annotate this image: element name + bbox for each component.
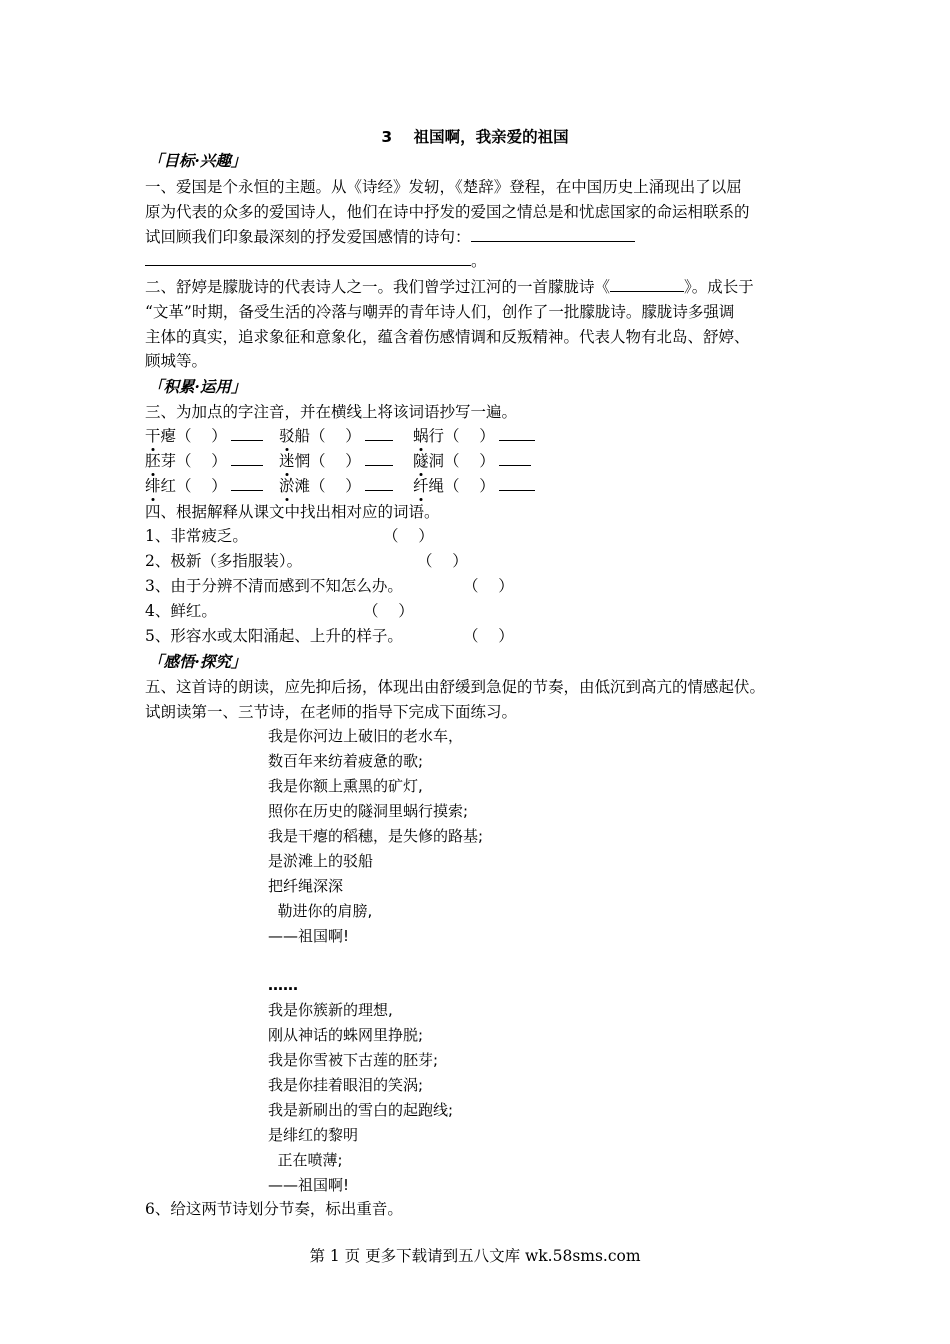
dotted-char: 绯 xyxy=(145,477,161,495)
vocab-rest: 芽 xyxy=(160,452,177,470)
vocab-rest: 洞 xyxy=(428,452,445,470)
poem-ellipsis: …… xyxy=(268,976,298,994)
paragraph-2-line-1 xyxy=(145,277,754,297)
copy-blank[interactable] xyxy=(499,476,535,491)
copy-blank[interactable] xyxy=(365,476,393,491)
dotted-char: 纤 xyxy=(413,477,429,495)
poem-line: 勒进你的肩膀, xyxy=(268,902,373,920)
definition-item xyxy=(145,576,514,596)
dotted-char: 驳 xyxy=(279,427,295,445)
pinyin-paren[interactable]: （ ） xyxy=(310,477,361,495)
vocab-rest: 绳 xyxy=(428,477,445,495)
copy-blank[interactable] xyxy=(499,426,535,441)
copy-blank[interactable] xyxy=(365,426,393,441)
copy-blank[interactable] xyxy=(499,451,531,466)
definition-text: 3、由于分辨不清而感到不知怎么办。 xyxy=(145,577,403,595)
dotted-char: 胚 xyxy=(145,452,161,470)
vocab-item xyxy=(413,451,531,471)
paragraph-2-line-1-a: 二、舒婷是朦胧诗的代表诗人之一。我们曾学过江河的一首朦胧诗《 xyxy=(145,278,611,296)
section-heading-goals: 「目标·兴趣」 xyxy=(148,151,247,170)
section-heading-practice: 「积累·运用」 xyxy=(148,377,247,396)
question-5-line-1: 五、这首诗的朗读，应先抑后扬，体现出由舒缓到急促的节奏，由低沉到高亢的情感起伏。 xyxy=(145,678,766,696)
paragraph-2-line-4: 顾城等。 xyxy=(145,352,208,370)
vocab-item xyxy=(279,476,393,496)
dotted-char: 蜗 xyxy=(413,427,429,445)
poem-line: 是淤滩上的驳船 xyxy=(268,852,374,870)
paragraph-1-line-4 xyxy=(145,251,487,271)
definition-item xyxy=(145,526,434,546)
vocab-rest: 瘪 xyxy=(160,427,177,445)
dotted-char: 隧 xyxy=(413,452,429,470)
vocab-item xyxy=(145,451,263,471)
poem-line: 是绯红的黎明 xyxy=(268,1126,359,1144)
vocab-item xyxy=(279,451,393,471)
poem-line: 我是新刷出的雪白的起跑线; xyxy=(268,1101,454,1119)
pinyin-paren[interactable]: （ ） xyxy=(176,427,227,445)
question-3-instruction: 三、为加点的字注音，并在横线上将该词语抄写一遍。 xyxy=(145,403,518,421)
definition-item xyxy=(145,551,468,571)
paragraph-1-line-3-text: 试回顾我们印象最深刻的抒发爱国感情的诗句： xyxy=(145,228,471,246)
vocab-rest: 船 xyxy=(294,427,311,445)
pinyin-paren[interactable]: （ ） xyxy=(176,452,227,470)
poem-line: ——祖国啊! xyxy=(268,927,350,945)
poem-line: 我是你雪被下古莲的胚芽; xyxy=(268,1051,439,1069)
poem-line: ——祖国啊! xyxy=(268,1176,350,1194)
paragraph-2-line-2: “文革”时期，备受生活的冷落与嘲弄的青年诗人们，创作了一批朦胧诗。朦胧诗多强调 xyxy=(145,303,735,321)
definition-text: 4、鲜红。 xyxy=(145,602,217,620)
answer-blank-2[interactable] xyxy=(145,251,471,266)
pinyin-paren[interactable]: （ ） xyxy=(444,452,495,470)
paragraph-2-line-3: 主体的真实，追求象征和意象化，蕴含着伤感情调和反叛精神。代表人物有北岛、舒婷、 xyxy=(145,328,750,346)
poem-line: 我是干瘪的稻穗，是失修的路基; xyxy=(268,827,484,845)
pinyin-paren[interactable]: （ ） xyxy=(310,452,361,470)
poem-line: 把纤绳深深 xyxy=(268,877,344,895)
answer-paren[interactable]: （ ） xyxy=(417,552,468,570)
poem-line: 我是你河边上破旧的老水车， xyxy=(268,727,464,745)
vocab-item xyxy=(413,476,535,496)
pinyin-paren[interactable]: （ ） xyxy=(444,427,495,445)
definition-text: 2、极新（多指服装）。 xyxy=(145,552,303,570)
poem-line: 数百年来纺着疲惫的歌; xyxy=(268,752,424,770)
pinyin-paren[interactable]: （ ） xyxy=(176,477,227,495)
vocab-rest: 红 xyxy=(160,477,177,495)
paragraph-1-line-4-end: 。 xyxy=(471,252,487,270)
question-6: 6、给这两节诗划分节奏，标出重音。 xyxy=(145,1200,403,1218)
section-heading-explore: 「感悟·探究」 xyxy=(148,652,247,671)
definition-text: 1、非常疲乏。 xyxy=(145,527,248,545)
vocab-item xyxy=(145,426,263,446)
definition-item xyxy=(145,601,414,621)
page-footer: 第 1 页 更多下载请到五八文库 wk.58sms.com xyxy=(309,1247,641,1265)
dotted-char: 淤 xyxy=(279,477,295,495)
vocab-rest: 行 xyxy=(428,427,445,445)
definition-item xyxy=(145,626,514,646)
answer-paren[interactable]: （ ） xyxy=(463,577,514,595)
question-5-line-2: 试朗读第一、三节诗，在老师的指导下完成下面练习。 xyxy=(145,703,518,721)
poem-line: 正在喷薄; xyxy=(268,1151,343,1169)
poem-line: 照你在历史的隧洞里蜗行摸索; xyxy=(268,802,469,820)
poem-line: 刚从神话的蛛网里挣脱; xyxy=(268,1026,424,1044)
vocab-item xyxy=(413,426,535,446)
poem-line: 我是你额上熏黑的矿灯, xyxy=(268,777,423,795)
definition-text: 5、形容水或太阳涌起、上升的样子。 xyxy=(145,627,403,645)
poem-title-blank[interactable] xyxy=(610,277,684,292)
page-title: 3 祖国啊，我亲爱的祖国 xyxy=(381,128,569,146)
paragraph-2-line-1-b: 》。成长于 xyxy=(684,278,754,296)
paragraph-1-line-3 xyxy=(145,227,635,247)
pinyin-paren[interactable]: （ ） xyxy=(310,427,361,445)
answer-paren[interactable]: （ ） xyxy=(463,627,514,645)
poem-line: 我是你簇新的理想, xyxy=(268,1001,393,1019)
copy-blank[interactable] xyxy=(231,451,263,466)
vocab-rest: 惘 xyxy=(294,452,311,470)
question-4-instruction: 四、根据解释从课文中找出相对应的词语。 xyxy=(145,503,440,521)
copy-blank[interactable] xyxy=(231,476,263,491)
copy-blank[interactable] xyxy=(365,451,393,466)
pinyin-paren[interactable]: （ ） xyxy=(444,477,495,495)
dotted-char: 迷 xyxy=(279,452,295,470)
vocab-rest: 滩 xyxy=(294,477,311,495)
vocab-item xyxy=(279,426,393,446)
answer-paren[interactable]: （ ） xyxy=(363,602,414,620)
dotted-char: 干 xyxy=(145,427,161,445)
answer-blank-1[interactable] xyxy=(471,227,635,242)
copy-blank[interactable] xyxy=(231,426,263,441)
paragraph-1-line-2: 原为代表的众多的爱国诗人，他们在诗中抒发的爱国之情总是和忧虑国家的命运相联系的 xyxy=(145,203,750,221)
poem-line: 我是你挂着眼泪的笑涡; xyxy=(268,1076,424,1094)
paragraph-1-line-1: 一、爱国是个永恒的主题。从《诗经》发轫，《楚辞》登程，在中国历史上涌现出了以屈 xyxy=(145,178,742,196)
answer-paren[interactable]: （ ） xyxy=(383,527,434,545)
vocab-item xyxy=(145,476,263,496)
